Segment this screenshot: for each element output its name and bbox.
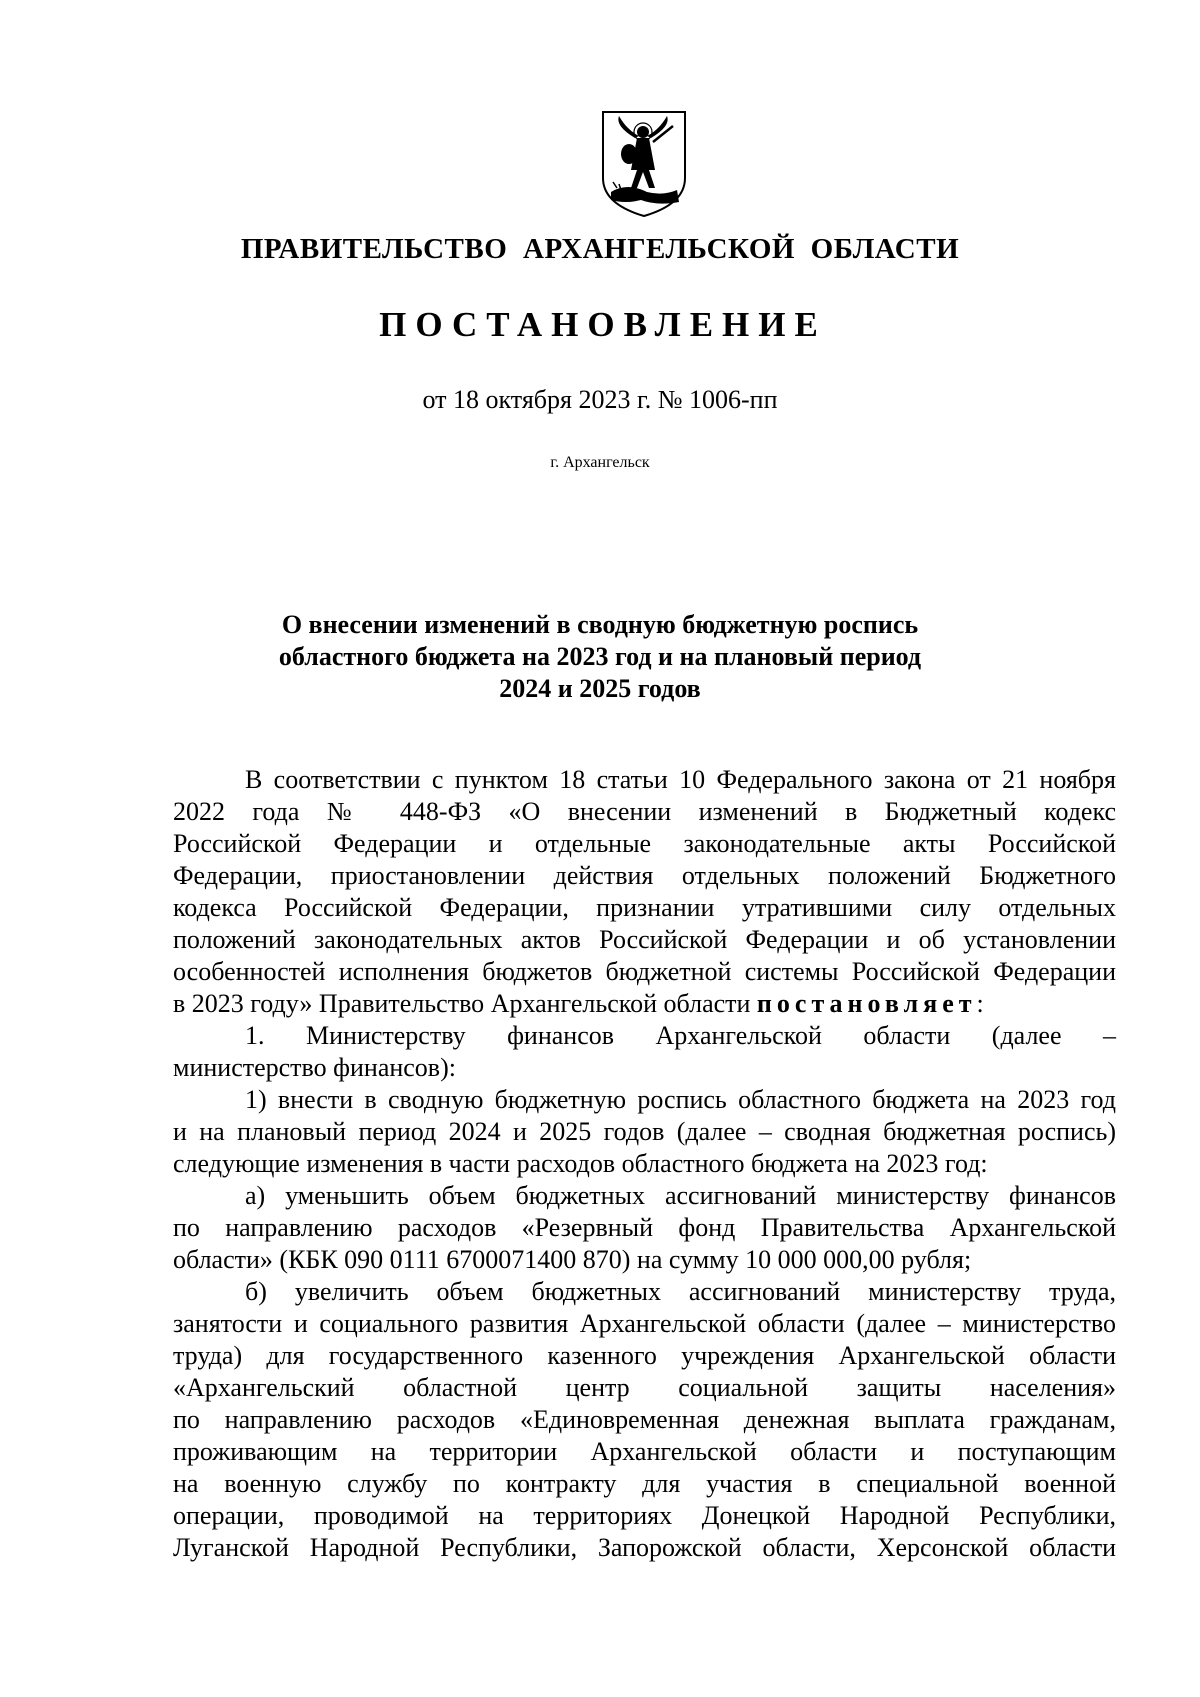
body-line: проживающим на территории Архангельской области и поступающим [173, 1437, 1116, 1466]
body-line: кодекса Российской Федерации, признании утратившими силу отдельных [173, 893, 1116, 922]
body-line: 2022 года № 448-ФЗ «О внесении изменений в Бюджетный кодекс [173, 797, 1116, 826]
body-line: а) уменьшить объем бюджетных ассигнований министерству финансов [245, 1181, 1116, 1210]
document-body [173, 764, 1116, 1564]
body-line: на военную службу по контракту для участия в специальной военной [173, 1469, 1116, 1498]
body-text: в 2023 году» Правительство Архангельской области [173, 989, 757, 1018]
body-line: Луганской Народной Республики, Запорожской области, Херсонской области [173, 1533, 1116, 1562]
resolution-word: постановляет [756, 989, 977, 1018]
body-line: Федерации, приостановлении действия отдельных положений Бюджетного [173, 861, 1116, 890]
government-title: ПРАВИТЕЛЬСТВО АРХАНГЕЛЬСКОЙ ОБЛАСТИ [240, 233, 960, 265]
body-line: Российской Федерации и отдельные законодательные акты Российской [173, 829, 1116, 858]
document-city: г. Архангельск [550, 454, 650, 471]
body-line: «Архангельский областной центр социальной защиты населения» [173, 1373, 1116, 1402]
body-line: 1. Министерству финансов Архангельской области (далее – [245, 1021, 1116, 1050]
body-line: занятости и социального развития Архангельской области (далее – министерство [173, 1309, 1116, 1338]
document-date-number: от 18 октября 2023 г. № 1006-пп [422, 385, 778, 414]
subject-line: областного бюджета на 2023 год и на плановый период [278, 642, 922, 671]
body-line: операции, проводимой на территориях Донецкой Народной Республики, [173, 1501, 1116, 1530]
subject-line: О внесении изменений в сводную бюджетную роспись [281, 610, 919, 639]
body-line: по направлению расходов «Резервный фонд Правительства Архангельской [173, 1213, 1116, 1242]
document-type: ПОСТАНОВЛЕНИЕ [379, 305, 827, 344]
coat-of-arms-icon [597, 108, 691, 218]
body-line: следующие изменения в части расходов областного бюджета на 2023 год: [173, 1149, 988, 1178]
body-line: и на плановый период 2024 и 2025 годов (далее – сводная бюджетная роспись) [173, 1117, 1116, 1146]
body-line: по направлению расходов «Единовременная денежная выплата гражданам, [173, 1405, 1116, 1434]
body-line: В соответствии с пунктом 18 статьи 10 Федерального закона от 21 ноября [245, 765, 1116, 794]
body-line: особенностей исполнения бюджетов бюджетной системы Российской Федерации [173, 957, 1116, 986]
body-line: труда) для государственного казенного учреждения Архангельской области [173, 1341, 1116, 1370]
body-line: б) увеличить объем бюджетных ассигнований министерству труда, [245, 1277, 1116, 1306]
document-subject [0, 609, 1200, 705]
subject-line: 2024 и 2025 годов [499, 674, 701, 703]
body-text: : [976, 989, 984, 1018]
body-line: области» (КБК 090 0111 6700071400 870) на сумму 10 000 000,00 рубля; [173, 1245, 972, 1274]
body-line: 1) внести в сводную бюджетную роспись областного бюджета на 2023 год [245, 1085, 1116, 1114]
body-line-resolution [173, 988, 1116, 1020]
body-line: министерство финансов): [173, 1053, 456, 1082]
body-line: положений законодательных актов Российской Федерации и об установлении [173, 925, 1116, 954]
